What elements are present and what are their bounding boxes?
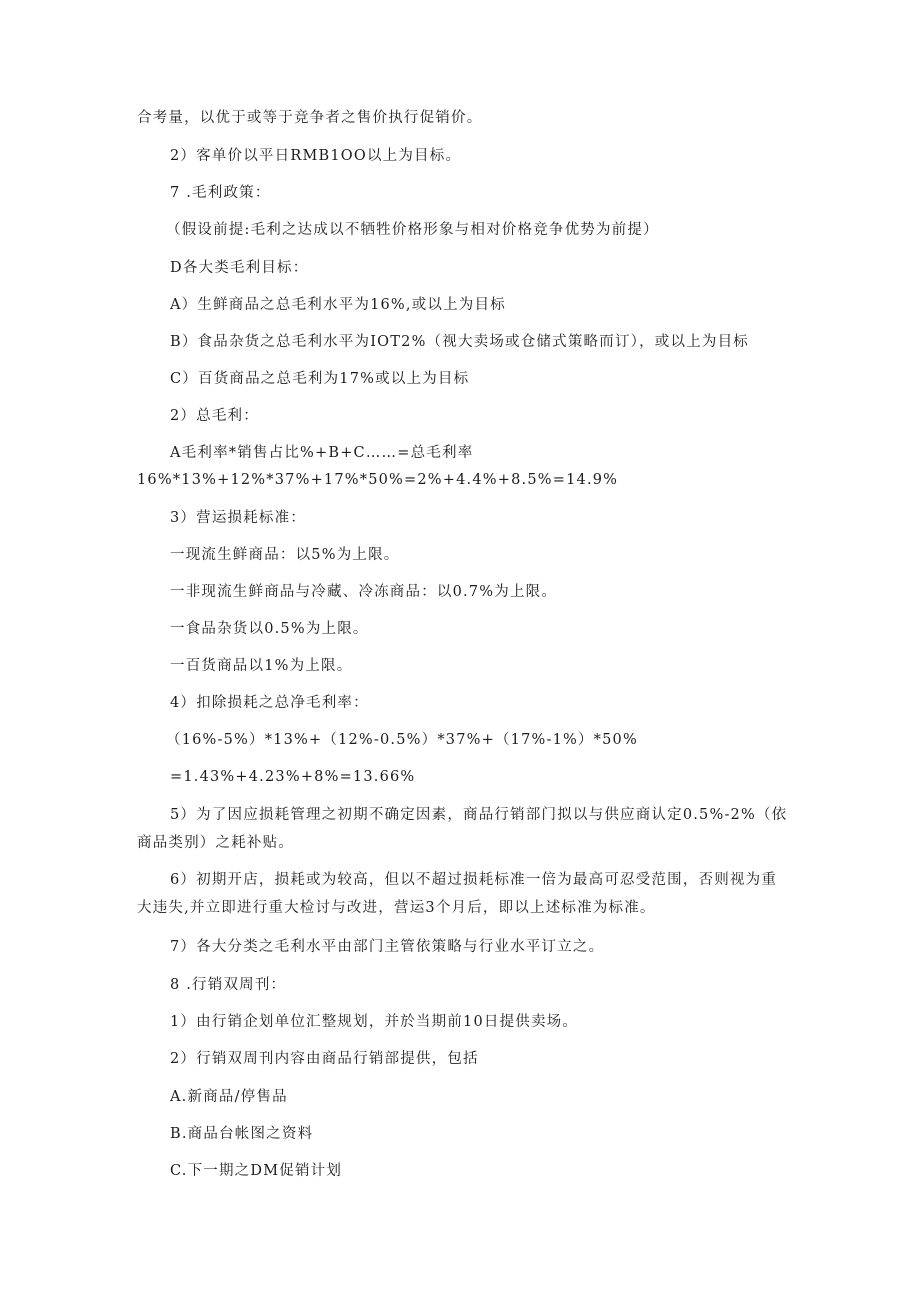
text-line-7: B）食品杂货之总毛利水平为IOT2%（视大卖场或仓储式策略而订），或以上为目标 (170, 334, 749, 350)
text-line-13: 一现流生鲜商品：以5%为上限。 (170, 547, 400, 563)
text-line-2: 2）客单价以平日RMB1OO以上为目标。 (170, 148, 462, 164)
text-line-12: 3）营运损耗标准： (170, 510, 307, 526)
list-item-a: A.新商品/停售品 (170, 1089, 288, 1105)
text-line-17: 4）扣除损耗之总净毛利率： (170, 695, 369, 711)
text-line-25: 2）行销双周刊内容由商品行销部提供，包括 (170, 1051, 479, 1067)
paragraph-5: 5）为了因应损耗管理之初期不确定因素，商品行销部门拟以与供应商认定0.5%-2%（依商品类别）之耗补贴。 (137, 807, 788, 851)
text-line-15: 一食品杂货以0.5%为上限。 (170, 621, 369, 637)
text-line-14: 一非现流生鲜商品与冷藏、冷冻商品：以0.7%为上限。 (170, 584, 558, 600)
text-line-5: D各大类毛利目标： (170, 260, 309, 276)
list-item-b: B.商品台帐图之资料 (170, 1126, 314, 1142)
formula-line-4: =1.43%+4.23%+8%=13.66% (170, 769, 416, 785)
text-line-8: C）百货商品之总毛利为17%或以上为目标 (170, 371, 470, 387)
text-line-16: 一百货商品以1%为上限。 (170, 658, 353, 674)
text-line-22: 7）各大分类之毛利水平由部门主管依策略与行业水平订立之。 (170, 939, 605, 955)
formula-line-3: （16%-5%）*13%+（12%-0.5%）*37%+（17%-1%）*50% (166, 732, 638, 748)
formula-line-2: 16%*13%+12%*37%+17%*50%=2%+4.4%+8.5%=14.9% (137, 472, 619, 488)
text-line-6: A）生鲜商品之总毛利水平为16%,或以上为目标 (170, 297, 506, 313)
text-line-1: 合考量，以优于或等于竞争者之售价执行促销价。 (137, 110, 483, 126)
text-line-24: 1）由行销企划单位汇整规划，并於当期前10日提供卖场。 (170, 1014, 579, 1030)
section-heading-7: 7 .毛利政策： (170, 185, 271, 201)
list-item-c: C.下一期之DM促销计划 (170, 1163, 343, 1179)
formula-line-1: A毛利率*销售占比%+B+C……=总毛利率 (170, 445, 474, 461)
paragraph-6: 6）初期开店，损耗或为较高，但以不超过损耗标准一倍为最高可忍受范围，否则视为重大违失,并立即进行重大检讨与改进，营运3个月后，即以上述标准为标准。 (137, 872, 778, 916)
text-line-4: （假设前提:毛利之达成以不牺牲价格形象与相对价格竞争优势为前提） (166, 222, 659, 238)
text-line-9: 2）总毛利： (170, 408, 259, 424)
section-heading-8: 8 .行销双周刊： (170, 977, 287, 993)
